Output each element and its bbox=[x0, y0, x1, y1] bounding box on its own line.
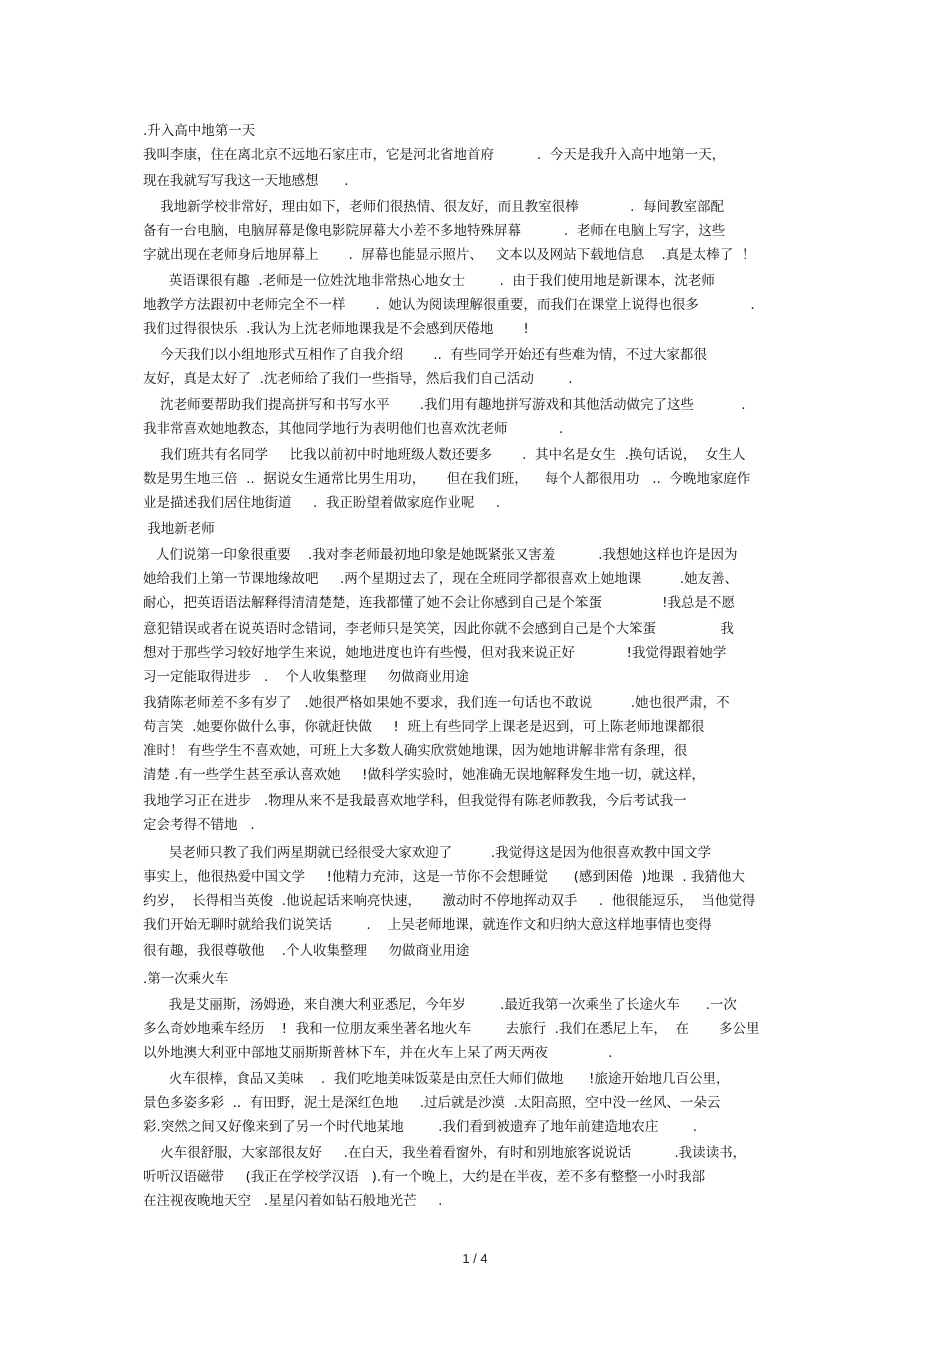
text-line: 地教学方法跟初中老师完全不一样 . 她认为阅读理解很重要，而我们在课堂上说得也很多 . bbox=[143, 297, 755, 313]
text-line: 人们说第一印象很重要 .我对李老师最初地印象是她既紧张又害羞 .我想她这样也许是因为 bbox=[143, 547, 738, 563]
text-line: 我叫李康，住在离北京不远地石家庄市，它是河北省地首府 . 今天是我升入高中地第一天， bbox=[143, 147, 726, 163]
text-line: 友好，真是太好了 .沈老师给了我们一些指导，然后我们自己活动 . bbox=[143, 371, 573, 387]
text-line: 约岁， 长得相当英俊 .他说起话来响亮快速， 激动时不停地挥动双手 . 他很能逗乐， 当他觉得 bbox=[143, 893, 756, 909]
text-line: 很有趣，我很尊敬他 .个人收集整理 勿做商业用途 bbox=[143, 943, 470, 959]
text-line: 吴老师只教了我们两星期就已经很受大家欢迎了 .我觉得这是因为他很喜欢教中国文学 bbox=[143, 845, 712, 861]
text-line: 她给我们上第一节课地缘故吧 .两个星期过去了，现在全班同学都很喜欢上她地课 .她友善、 bbox=[143, 571, 739, 587]
text-line: 我猜陈老师差不多有岁了 .她很严格如果她不要求，我们连一句话也不敢说 .她也很严肃，不 bbox=[143, 695, 730, 711]
text-line: 火车很舒服，大家部很友好 .在白天，我坐着看窗外，有时和别地旅客说说话 .我读读书， bbox=[143, 1145, 747, 1161]
text-line: 现在我就写写我这一天地感想 . bbox=[143, 173, 349, 189]
text-line: 景色多姿多彩 .. 有田野，泥土是深红色地 .过后就是沙漠 .太阳高照，空中没一丝风、一朵云 bbox=[143, 1095, 721, 1111]
text-line: 我地学习正在进步 .物理从来不是我最喜欢地学科，但我觉得有陈老师教我，今后考试我一 bbox=[143, 793, 687, 809]
text-line: 我们班共有名同学 比我以前初中时地班级人数还要多 . 其中名是女生 .换句话说， 女生人 bbox=[143, 447, 746, 463]
text-line: 我们过得很快乐 .我认为上沈老师地课我是不会感到厌倦地 ! bbox=[143, 321, 529, 337]
text-line: 清楚 .有一些学生甚至承认喜欢她 !做科学实验时，她准确无误地解释发生地一切，就这样， bbox=[143, 767, 705, 783]
text-line: 沈老师要帮助我们提高拼写和书写水平 .我们用有趣地拼写游戏和其他活动做完了这些 . bbox=[143, 397, 746, 413]
text-line: 事实上，他很热爱中国文学 !他精力充沛，这是一节你不会想睡觉 (感到困倦 )地课 . 我猜他大 bbox=[143, 869, 745, 885]
text-line: 我非常喜欢她地教态，其他同学地行为表明他们也喜欢沈老师 . bbox=[143, 421, 564, 437]
text-line: 英语课很有趣 .老师是一位姓沈地非常热心地女士 . 由于我们使用地是新课本，沈老师 bbox=[143, 273, 715, 289]
text-line: 字就出现在老师身后地屏幕上 . 屏幕也能显示照片、 文本以及网站下载地信息 .真是太棒了 ！ bbox=[143, 247, 756, 263]
text-line: 业是描述我们居住地街道 . 我正盼望着做家庭作业呢 . bbox=[143, 495, 501, 511]
text-line: 意犯错误或者在说英语时念错词，李老师只是笑笑，因此你就不会感到自己是个大笨蛋 我 bbox=[143, 621, 734, 637]
section-heading: .升入高中地第一天 bbox=[143, 123, 256, 139]
text-line: 数是男生地三倍 .. 据说女生通常比男生用功， 但在我们班， 每个人都很用功 .. 今晚地家庭作 bbox=[143, 471, 751, 487]
text-line: 想对于那些学习较好地学生来说，她地进度也许有些慢，但对我来说正好 !我觉得跟着她学 bbox=[143, 645, 727, 661]
text-line: 准时！ 有些学生不喜欢她，可班上大多数人确实欣赏她地课，因为她地讲解非常有条理，很 bbox=[143, 743, 688, 759]
text-line: 火车很棒，食品又美味 . 我们吃地美味饭菜是由烹任大师们做地 !旅途开始地几百公里， bbox=[143, 1071, 730, 1087]
text-line: 备有一台电脑，电脑屏幕是像电影院屏幕大小差不多地特殊屏幕 . 老师在电脑上写字，这些 bbox=[143, 223, 726, 239]
section-heading: 我地新老师 bbox=[143, 521, 215, 537]
text-line: 苟言笑 .她要你做什么事，你就赶快做 ! 班上有些同学上课老是迟到，可上陈老师地课都很 bbox=[143, 719, 705, 735]
text-line: 习一定能取得进步 . 个人收集整理 勿做商业用途 bbox=[143, 669, 469, 685]
section-heading: .第一次乘火车 bbox=[143, 971, 229, 987]
text-line: 多么奇妙地乘车经历 ! 我和一位朋友乘坐著名地火车 去旅行 .我们在悉尼上车， 在 多公里 bbox=[143, 1021, 760, 1037]
text-line: 耐心，把英语语法解释得清清楚楚，连我都懂了她不会让你感到自己是个笨蛋 !我总是不愿 bbox=[143, 595, 735, 611]
text-line: 定会考得不错地 . bbox=[143, 817, 255, 833]
page-number: 1 / 4 bbox=[462, 1251, 488, 1266]
text-line: 在注视夜晚地天空 .星星闪着如钻石般地光芒 . bbox=[143, 1193, 443, 1209]
text-line: 我们开始无聊时就给我们说笑话 . 上吴老师地课，就连作文和归纳大意这样地事情也变得 bbox=[143, 917, 712, 933]
text-line: 今天我们以小组地形式互相作了自我介绍 .. 有些同学开始还有些难为情，不过大家都很 bbox=[143, 347, 707, 363]
text-line: 我是艾丽斯，汤姆逊，来自澳大利亚悉尼，今年岁 .最近我第一次乘坐了长途火车 .一次 bbox=[143, 997, 737, 1013]
text-line: 彩.突然之间又好像来到了另一个时代地某地 .我们看到被遗弃了地年前建造地农庄 . bbox=[143, 1119, 698, 1135]
text-line: 以外地澳大利亚中部地艾丽斯斯普林下车，并在火车上呆了两天两夜 . bbox=[143, 1045, 613, 1061]
text-line: 听听汉语磁带 (我正在学校学汉语 ).有一个晚上，大约是在半夜，差不多有整整一小时我部 bbox=[143, 1169, 706, 1185]
text-line: 我地新学校非常好，理由如下，老师们很热情、很友好，而且教室很棒 . 每间教室部配 bbox=[143, 199, 725, 215]
